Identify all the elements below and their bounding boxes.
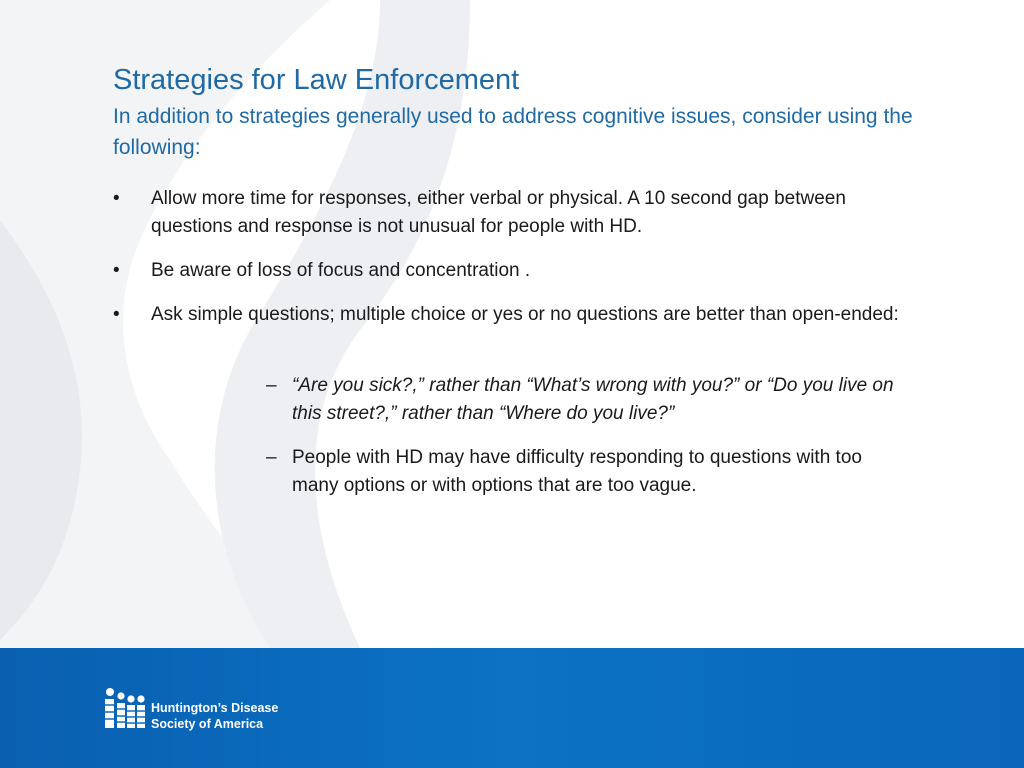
bullet-text: Allow more time for responses, either verbal or physical. A 10 second gap between questions and response is not unusual for people with HD.	[151, 188, 846, 237]
bullet-marker: •	[113, 260, 120, 281]
sub-bullet-marker: –	[266, 447, 277, 468]
slide-title: Strategies for Law Enforcement	[113, 64, 520, 96]
sub-bullet-marker: –	[266, 375, 277, 396]
bullet-text: Ask simple questions; multiple choice or yes or no questions are better than open-ended:	[151, 304, 899, 325]
sub-bullet-text: “Are you sick?,” rather than “What’s wrong with you?” or “Do you live on this street?,” rather than “Where do you live?”	[292, 375, 894, 424]
sub-bullet-text: People with HD may have difficulty responding to questions with too many options or with options that are too vague.	[292, 447, 862, 496]
bullet-marker: •	[113, 304, 120, 325]
bullet-marker: •	[113, 188, 120, 209]
slide-subtitle: In addition to strategies generally used to address cognitive issues, consider using the following:	[113, 105, 913, 159]
org-name-line1: Huntington’s Disease	[151, 701, 279, 715]
hdsa-logo-icon	[104, 686, 148, 730]
hdsa-logo-text	[151, 700, 278, 732]
bullet-text: Be aware of loss of focus and concentration .	[151, 260, 531, 281]
org-name-line2: Society of America	[151, 717, 264, 731]
